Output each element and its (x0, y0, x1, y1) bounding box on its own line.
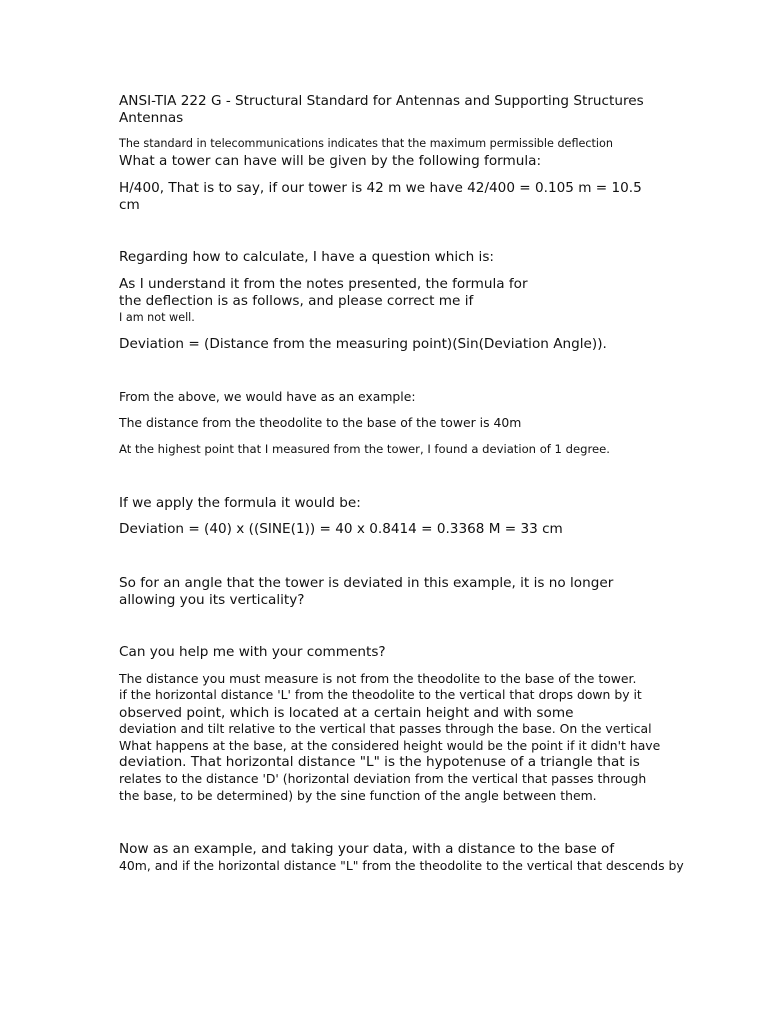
formula-line: H/400, That is to say, if our tower is 42 m we have 42/400 = 0.105 m = 10.5 (119, 180, 642, 196)
paragraph-line: So for an angle that the tower is deviated in this example, it is no longer (119, 575, 614, 591)
answer-line: observed point, which is located at a certain height and with some (119, 705, 574, 721)
calculation-line: Deviation = (40) x ((SINE(1)) = 40 x 0.8414 = 0.3368 M = 33 cm (119, 521, 563, 537)
title-line: ANSI-TIA 222 G - Structural Standard for Antennas and Supporting Structures (119, 93, 644, 109)
example-line: 40m, and if the horizontal distance "L" from the theodolite to the vertical that descends by (119, 858, 684, 873)
paragraph-line: the deflection is as follows, and please correct me if (119, 293, 474, 309)
paragraph-line: As I understand it from the notes presented, the formula for (119, 276, 528, 292)
example-intro-line: From the above, we would have as an example: (119, 389, 416, 404)
paragraph-line: At the highest point that I measured from the tower, I found a deviation of 1 degree. (119, 442, 610, 456)
title-line-continued: Antennas (119, 110, 184, 126)
answer-line: The distance you must measure is not from the theodolite to the base of the tower. (119, 671, 637, 686)
paragraph-line: The distance from the theodolite to the base of the tower is 40m (119, 415, 522, 430)
formula-line-continued: cm (119, 197, 140, 213)
deviation-formula-line: Deviation = (Distance from the measuring point)(Sin(Deviation Angle)). (119, 336, 607, 352)
answer-line: if the horizontal distance 'L' from the theodolite to the vertical that drops down by it (119, 687, 642, 702)
paragraph-line: allowing you its verticality? (119, 592, 305, 608)
answer-line: deviation and tilt relative to the vertical that passes through the base. On the vertical (119, 721, 652, 736)
question-intro-line: Regarding how to calculate, I have a question which is: (119, 249, 494, 265)
paragraph-line: What a tower can have will be given by the following formula: (119, 153, 542, 169)
answer-line: deviation. That horizontal distance "L" is the hypotenuse of a triangle that is (119, 754, 640, 770)
example-line: Now as an example, and taking your data, with a distance to the base of (119, 841, 615, 857)
paragraph-line: I am not well. (119, 311, 195, 324)
paragraph-line: Can you help me with your comments? (119, 644, 386, 660)
paragraph-line: The standard in telecommunications indicates that the maximum permissible deflection (119, 137, 613, 150)
answer-line: relates to the distance 'D' (horizontal deviation from the vertical that passes through (119, 771, 647, 786)
answer-line: the base, to be determined) by the sine function of the angle between them. (119, 788, 597, 803)
answer-line: What happens at the base, at the considered height would be the point if it didn't have (119, 738, 661, 753)
paragraph-line: If we apply the formula it would be: (119, 495, 361, 511)
